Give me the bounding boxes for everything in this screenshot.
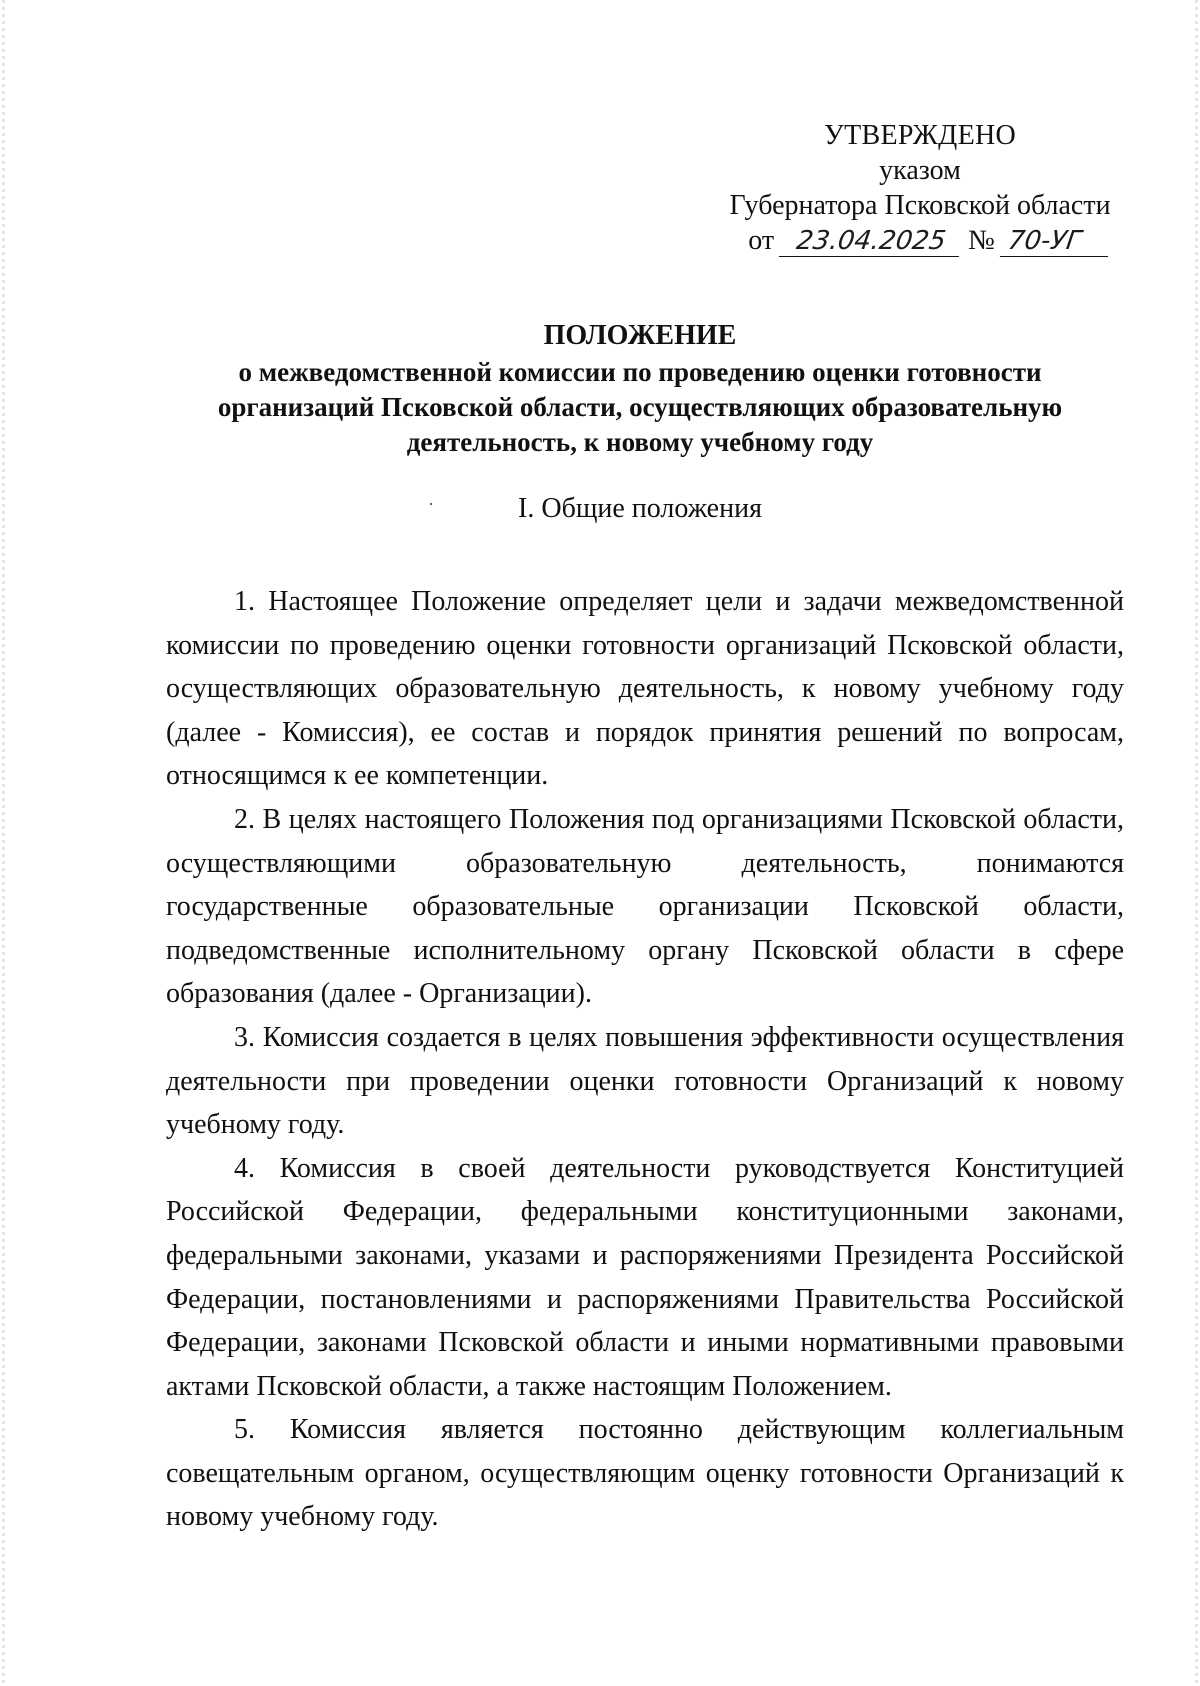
document-body: [166, 580, 1124, 1539]
section-heading: I. Общие положения: [518, 493, 762, 524]
scan-edge-right: [1195, 0, 1198, 1686]
paragraph-1: 1. Настоящее Положение определяет цели и задачи межведомственной комиссии по проведению оценки готовности организаций Псковской области, осуществляющих образовательную деятельность, к новому учебному году (далее - Комиссия), ее состав и порядок принятия решений по вопросам, относящимся к ее компетенции.: [166, 586, 1124, 792]
approving-authority: Губернатора Псковской области: [729, 190, 1111, 221]
approval-stamp-block: [700, 118, 1140, 258]
document-title: ПОЛОЖЕНИЕ: [543, 320, 737, 351]
decree-date-line: [718, 223, 1140, 258]
number-sign: №: [968, 225, 995, 256]
paragraph-4: 4. Комиссия в своей деятельности руководствуется Конституцией Российской Федерации, федеральными конституционными законами, федеральными законами, указами и распоряжениями Президента Российской Федерации, постановлениями и распоряжениями Правительства Российской Федерации, законами Псковской области и иными нормативными правовыми актами Псковской области, а также настоящим Положением.: [166, 1152, 1124, 1402]
approved-by-label: указом: [879, 155, 961, 186]
paragraph-2: 2. В целях настоящего Положения под организациями Псковской области, осуществляющими образовательную деятельность, понимаются государственные образовательные организации Псковской области, подведомственные исполнительному органу Псковской области в сфере образования (далее - Организации).: [166, 803, 1124, 1010]
date-prefix: от: [748, 225, 775, 256]
paragraph-3: 3. Комиссия создается в целях повышения эффективности осуществления деятельности при проведении оценки готовности Организаций к новому учебному году.: [166, 1021, 1124, 1141]
scan-edge-left: [2, 0, 5, 1686]
handwritten-date: 23.04.2025: [779, 226, 963, 257]
document-subtitle-line-2: организаций Псковской области, осуществляющих образовательную: [217, 392, 1063, 422]
approved-label: УТВЕРЖДЕНО: [823, 120, 1017, 151]
document-subtitle-line-1: о межведомственной комиссии по проведению оценки готовности: [238, 357, 1042, 387]
paragraph-5: 5. Комиссия является постоянно действующим коллегиальным совещательным органом, осуществляющим оценку готовности Организаций к новому учебному году.: [166, 1414, 1124, 1533]
document-subtitle-line-3: деятельность, к новому учебному году: [406, 427, 874, 457]
document-title-block: [160, 318, 1120, 460]
handwritten-decree-number: 70-УГ: [1000, 226, 1112, 257]
